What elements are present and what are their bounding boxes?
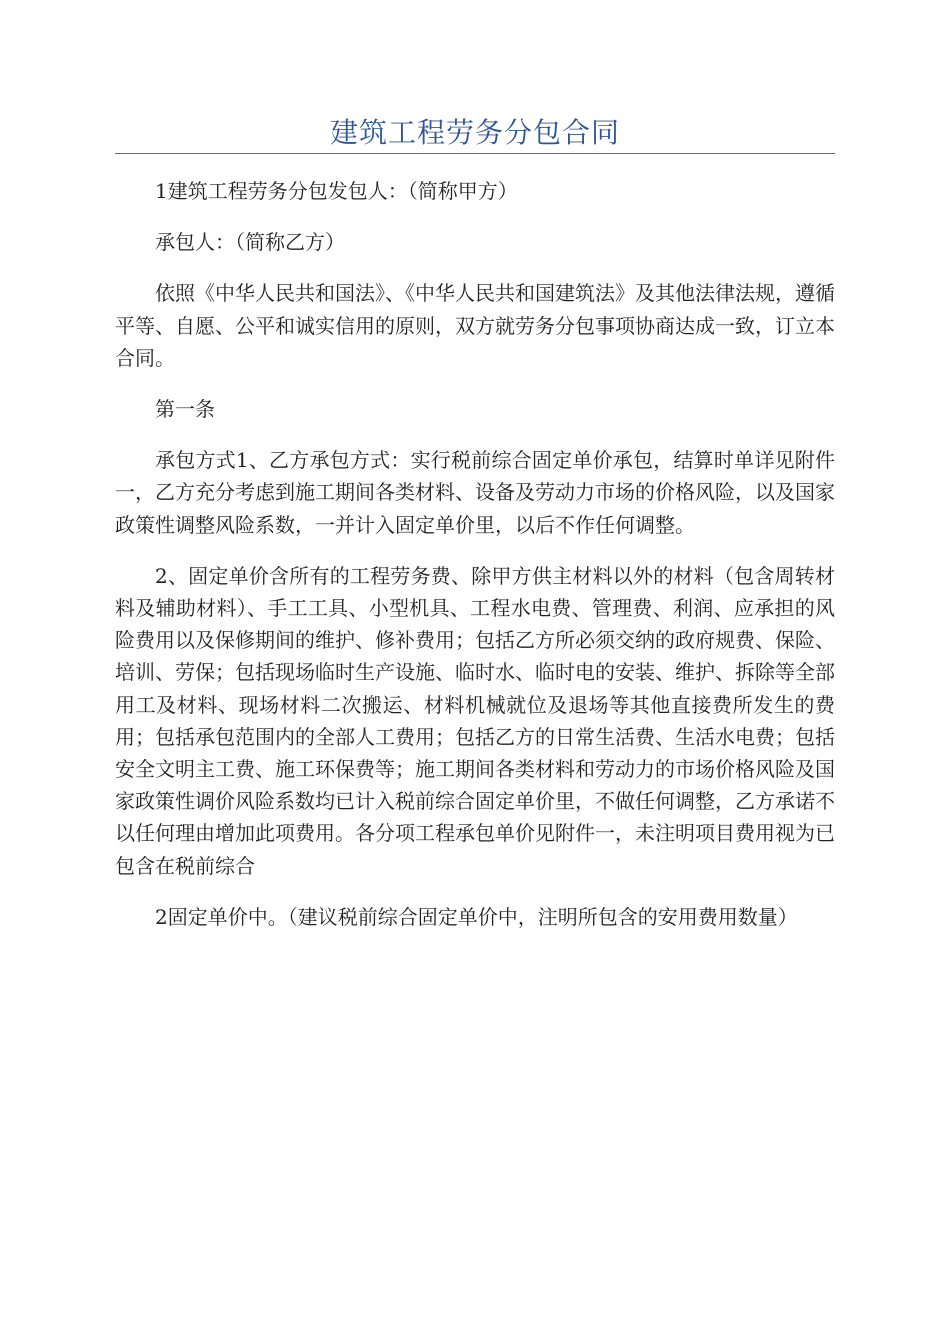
paragraph-contract-method: 承包方式1、乙方承包方式：实行税前综合固定单价承包，结算时单详见附件一，乙方充分考虑到施工期间各类材料、设备及劳动力市场的价格风险，以及国家政策性调整风险系数，一并计入固定单价里，以后不作任何调整。 bbox=[115, 448, 835, 537]
document-title: 建筑工程劳务分包合同 bbox=[329, 116, 620, 149]
paragraph-employer: 1建筑工程劳务分包发包人：（简称甲方） bbox=[155, 179, 518, 203]
paragraph-fixed-unit-price: 2、固定单价含所有的工程劳务费、除甲方供主材料以外的材料（包含周转材料及辅助材料）、手工工具、小型机具、工程水电费、管理费、利润、应承担的风险费用以及保修期间的维护、修补费用；包括乙方所必须交纳的政府规费、保险、培训、劳保；包括现场临时生产设施、临时水、临时电的安装、维护、拆除等全部用工及材料、现场材料二次搬运、材料机械就位及退场等其他直接费所发生的费用；包括承包范围内的全部人工费用；包括乙方的日常生活费、生活水电费；包括安全文明主工费、施工环保费等；施工期间各类材料和劳动力的市场价格风险及国家政策性调价风险系数均已计入税前综合固定单价里，不做任何调整，乙方承诺不以任何理由增加此项费用。各分项工程承包单价见附件一，未注明项目费用视为已包含在税前综合 bbox=[115, 563, 835, 878]
paragraph-contractor: 承包人：（简称乙方） bbox=[155, 230, 345, 255]
document-body bbox=[115, 175, 835, 952]
paragraph-preamble: 依照《中华人民共和国法》、《中华人民共和国建筑法》及其他法律法规，遵循平等、自愿、公平和诚实信用的原则，双方就劳务分包事项协商达成一致，订立本合同。 bbox=[115, 281, 835, 370]
paragraph-fixed-unit-price-note: 2固定单价中。（建议税前综合固定单价中，注明所包含的安用费用数量） bbox=[155, 904, 798, 929]
title-underline bbox=[115, 153, 835, 154]
paragraph-article-one: 第一条 bbox=[155, 397, 215, 422]
